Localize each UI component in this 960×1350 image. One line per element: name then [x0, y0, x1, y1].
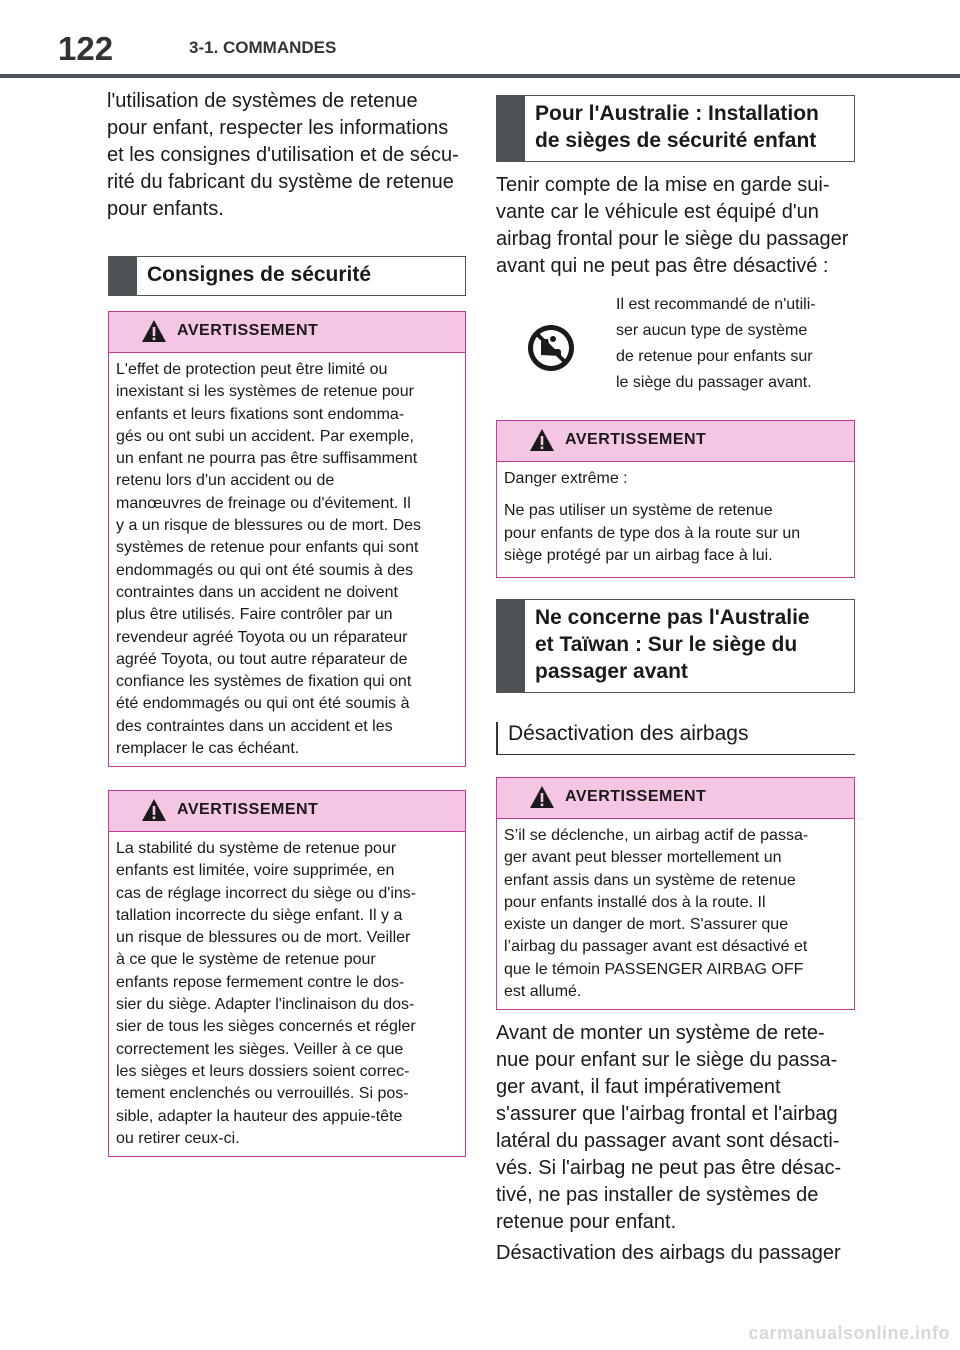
warning-line: gés ou ont subi un accident. Par exemple, [116, 427, 414, 445]
caption-line: de retenue pour enfants sur [616, 348, 813, 365]
paragraph-australia [496, 172, 866, 280]
warning-line: ou retirer ceux-ci. [116, 1129, 240, 1147]
heading-bar [497, 96, 525, 161]
warning-line: cas de réglage incorrect du siège ou d'ins- [116, 884, 417, 902]
section-heading-safety [108, 256, 466, 296]
warning-title: AVERTISSEMENT [177, 322, 319, 339]
intro-line: rité du fabricant du système de retenue [107, 171, 454, 193]
warning-line: été endommagés ou qui ont été soumis à [116, 695, 410, 713]
paragraph-line: Avant de monter un système de rete- [496, 1022, 825, 1044]
warning-line: tallation incorrecte du siège enfant. Il y a [116, 906, 403, 924]
warning-line: confiance les systèmes de fixation qui ont [116, 673, 412, 691]
warning-box-3 [496, 420, 855, 578]
warning-header [109, 312, 465, 353]
heading-bar [497, 600, 525, 692]
warning-line: Ne pas utiliser un système de retenue [504, 502, 773, 520]
heading-text [525, 600, 820, 692]
warning-title: AVERTISSEMENT [565, 788, 707, 805]
warning-line: sier du siège. Adapter l'inclinaison du dos- [116, 996, 415, 1014]
warning-line: à ce que le système de retenue pour [116, 951, 376, 969]
paragraph-deactivation: Désactivation des airbags du passager [496, 1242, 841, 1264]
warning-line: L'effet de protection peut être limité ou [116, 361, 388, 378]
warning-line: revendeur agréé Toyota ou un réparateur [116, 628, 408, 646]
caption-line: le siège du passager avant. [616, 374, 812, 391]
warning-line: La stabilité du système de retenue pour [116, 840, 397, 857]
warning-line: enfant assis dans un système de retenue [504, 871, 796, 889]
intro-line: pour enfant, respecter les informations [107, 117, 449, 139]
paragraph-line: vante car le véhicule est équipé d'un [496, 201, 819, 223]
warning-line: existe un danger de mort. S'assurer que [504, 916, 789, 934]
warning-line: enfants repose fermement contre le dos- [116, 973, 405, 991]
warning-line: ger avant peut blesser mortellement un [504, 849, 782, 867]
paragraph-line: tivé, ne pas installer de systèmes de [496, 1184, 819, 1206]
subheading-airbag-deactivation: Désactivation des airbags [496, 722, 855, 755]
warning-line: enfants et leurs fixations sont endomma- [116, 405, 405, 423]
warning-line: inexistant si les systèmes de retenue pour [116, 383, 414, 401]
warning-body [497, 819, 854, 1011]
warning-body [109, 353, 465, 768]
warning-triangle-icon [529, 785, 555, 809]
intro-paragraph [107, 88, 477, 223]
intro-line: l'utilisation de systèmes de retenue [107, 90, 418, 112]
page-header [0, 0, 960, 78]
warning-line: correctement les sièges. Veiller à ce que [116, 1040, 404, 1058]
warning-line: remplacer le cas échéant. [116, 740, 300, 758]
watermark: carmanualsonline.info [748, 1323, 950, 1343]
intro-line: pour enfants. [107, 198, 224, 220]
warning-body [497, 462, 854, 575]
paragraph-line: s'assurer que l'airbag frontal et l'airbag [496, 1103, 838, 1125]
warning-line: des contraintes dans un accident et les [116, 717, 393, 735]
warning-line: l’airbag du passager avant est désactivé et [504, 938, 808, 956]
heading-line: et Taïwan : Sur le siège du [535, 633, 798, 656]
paragraph-before-install [496, 1020, 866, 1236]
heading-text: Consignes de sécurité [147, 263, 372, 286]
caption-line: ser aucun type de système [616, 322, 808, 339]
heading-line: de sièges de sécurité enfant [535, 129, 817, 152]
paragraph-line: latéral du passager avant sont désacti- [496, 1130, 840, 1152]
warning-line: contraintes dans un accident ne doivent [116, 583, 398, 601]
warning-line: agréé Toyota, ou tout autre réparateur de [116, 650, 408, 668]
paragraph-line: Tenir compte de la mise en garde sui- [496, 174, 830, 196]
warning-header [109, 791, 465, 832]
caption-line: Il est recommandé de n'utili- [616, 296, 816, 313]
section-heading-australia [496, 95, 855, 162]
warning-header [497, 421, 854, 462]
warning-box-4 [496, 777, 855, 1010]
heading-line: Pour l'Australie : Installation [535, 102, 819, 125]
warning-line: systèmes de retenue pour enfants qui sont [116, 539, 419, 557]
warning-box-2 [108, 790, 466, 1157]
heading-line: passager avant [535, 660, 688, 683]
warning-line: S’il se déclenche, un airbag actif de passa- [504, 827, 809, 844]
warning-line: siège protégé par un airbag face à lui. [504, 546, 773, 564]
no-child-seat-icon [526, 323, 576, 373]
warning-line: pour enfants installé dos à la route. Il [504, 893, 766, 911]
heading-line: Ne concerne pas l'Australie [535, 606, 810, 629]
warning-line: Danger extrême : [504, 470, 628, 487]
warning-line: un enfant ne pourra pas être suffisamment [116, 450, 418, 468]
warning-line: retenu lors d'un accident ou de [116, 472, 335, 490]
section-heading-front-seat [496, 599, 855, 693]
heading-text [525, 96, 829, 161]
warning-triangle-icon [141, 798, 167, 822]
warning-line: enfants est limitée, voire supprimée, en [116, 862, 395, 880]
page-number: 122 [58, 30, 114, 67]
header-rule [0, 74, 960, 78]
paragraph-line: retenue pour enfant. [496, 1211, 677, 1233]
warning-line: manœuvres de freinage ou d'évitement. Il [116, 494, 411, 512]
warning-line: endommagés ou qui ont été soumis à des [116, 561, 414, 579]
heading-bar [109, 257, 137, 295]
warning-line: un risque de blessures ou de mort. Veiller [116, 929, 411, 947]
paragraph-line: vés. Si l'airbag ne peut pas être désac- [496, 1157, 842, 1179]
warning-line: que le témoin PASSENGER AIRBAG OFF [504, 960, 804, 978]
warning-line: sier de tous les sièges concernés et régler [116, 1018, 416, 1036]
warning-header [497, 778, 854, 819]
section-title: 3-1. COMMANDES [189, 38, 337, 57]
warning-body [109, 832, 465, 1158]
paragraph-line: airbag frontal pour le siège du passager [496, 228, 849, 250]
paragraph-line: nue pour enfant sur le siège du passa- [496, 1049, 838, 1071]
icon-caption [616, 292, 856, 396]
warning-line: les sièges et leurs dossiers soient correc- [116, 1062, 410, 1080]
warning-line: plus être utilisés. Faire contrôler par un [116, 606, 393, 624]
warning-line: y a un risque de blessures ou de mort. Des [116, 517, 422, 535]
warning-triangle-icon [141, 319, 167, 343]
warning-line: sible, adapter la hauteur des appuie-tête [116, 1107, 403, 1125]
warning-line: est allumé. [504, 983, 582, 1001]
warning-triangle-icon [529, 428, 555, 452]
warning-title: AVERTISSEMENT [177, 801, 319, 818]
paragraph-line: ger avant, il faut impérativement [496, 1076, 781, 1098]
warning-line: pour enfants de type dos à la route sur un [504, 524, 801, 542]
warning-title: AVERTISSEMENT [565, 431, 707, 448]
paragraph-line: avant qui ne peut pas être désactivé : [496, 255, 829, 277]
warning-line: tement enclenchés ou verrouillés. Si pos- [116, 1085, 409, 1103]
intro-line: et les consignes d'utilisation et de sécu- [107, 144, 459, 166]
warning-box-1 [108, 311, 466, 767]
